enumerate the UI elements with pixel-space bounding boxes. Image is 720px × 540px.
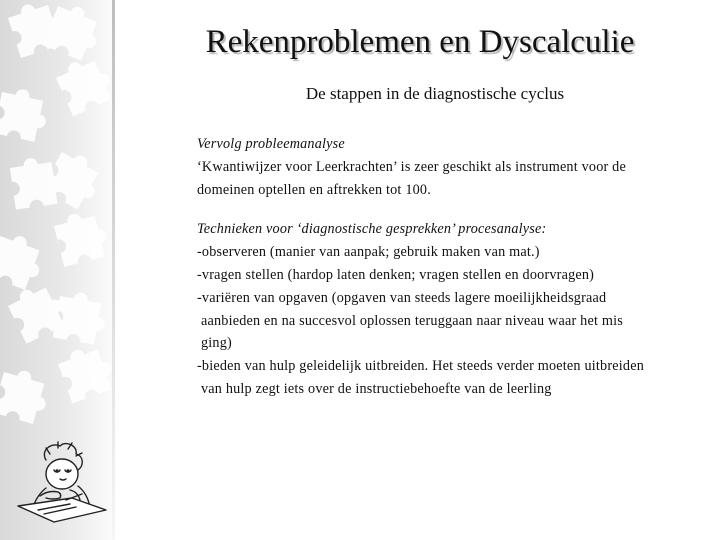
strip-divider (112, 0, 115, 540)
list-item: -observeren (manier van aanpak; gebruik maken van mat.) (197, 244, 540, 261)
slide-title: Rekenproblemen en Dyscalculie (205, 24, 635, 60)
student-sketch (10, 440, 110, 528)
list-item: -variëren van opgaven (opgaven van steeds lagere moeilijkheidsgraad (197, 289, 607, 306)
section1-line: ‘Kwantiwijzer voor Leerkrachten’ is zeer geschikt als instrument voor de (197, 158, 626, 175)
slide-body (197, 133, 697, 401)
section2-heading: Technieken voor ‘diagnostische gesprekken’ procesanalyse: (197, 221, 547, 238)
list-item-continuation: ging) (201, 335, 232, 352)
list-item: -bieden van hulp geleidelijk uitbreiden. Het steeds verder moeten uitbreiden (197, 358, 644, 375)
list-item-continuation: van hulp zegt iets over de instructiebehoefte van de leerling (201, 380, 552, 397)
thinking-student-drawing-icon (10, 440, 110, 533)
section1-heading: Vervolg probleemanalyse (197, 136, 345, 152)
list-item-continuation: aanbieden en na succesvol oplossen teruggaan naar niveau waar het mis (201, 312, 623, 329)
slide-subtitle: De stappen in de diagnostische cyclus (305, 84, 565, 103)
section1-line: domeinen optellen en aftrekken tot 100. (197, 181, 431, 198)
list-item: -vragen stellen (hardop laten denken; vragen stellen en doorvragen) (197, 266, 595, 283)
